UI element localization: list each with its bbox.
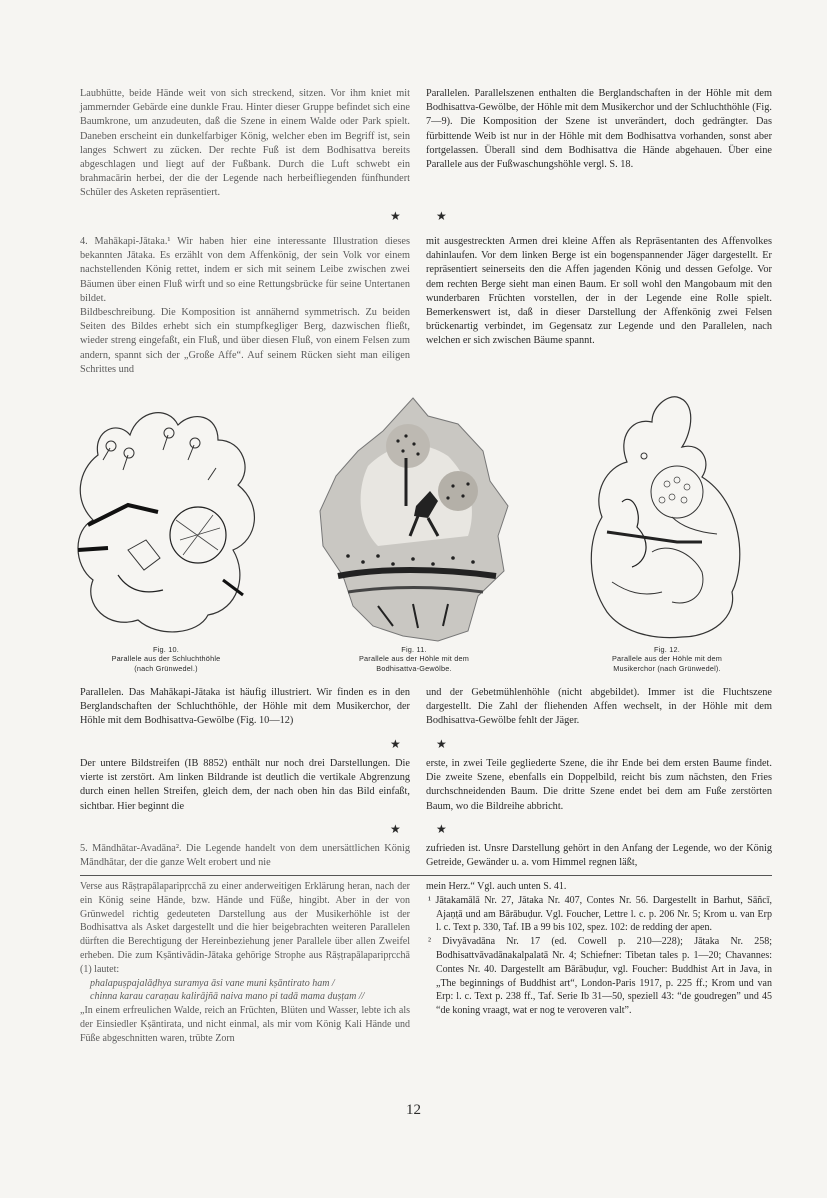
- figure-label: Fig. 11.: [401, 645, 427, 654]
- verse-line: phalapuṣpajalāḍhya suramya āsi vane muni kṣāntirato ham /: [90, 977, 335, 989]
- text-column-right-5: [426, 842, 772, 870]
- footnote-column-right: [426, 880, 772, 1018]
- text-column-left-2: [80, 235, 410, 377]
- paragraph: 5. Māndhātar-Avadāna². Die Legende handelt von dem unersättlichen König Māndhātar, der die ganze Welt erobert und nie: [80, 843, 410, 869]
- footnote-text: „In einem erfreulichen Walde, reich an Früchten, Blüten und Wasser, lebte ich als der Einsiedler Kṣāntirata, und nicht einmal, als mir vom König Kali Hände und Füße abgeschnitten waren, trübte Zorn: [80, 1005, 410, 1044]
- text-column-left-1: [80, 87, 410, 201]
- figure-11-caption: [318, 645, 510, 673]
- footnote-rule: [80, 875, 772, 876]
- section-divider-star: ★: [436, 822, 447, 836]
- paragraph: zufrieden ist. Unsre Darstellung gehört in den Anfang der Legende, wo der König Getreide, Gewänder u. a. vom Himmel regnen läßt,: [426, 843, 772, 869]
- paragraph: und der Gebetmühlenhöhle (nicht abgebildet). Immer ist die Fluchtszene dargestellt. Die Zahl der fliehenden Affen wechselt, in der Höhle mit dem Bodhisattva-Gewölbe fehlt der Jäger.: [426, 687, 772, 727]
- paragraph: Parallelen. Das Mahākapi-Jātaka ist häufig illustriert. Wir finden es in den Berglandschaften der Schluchthöhle, der Höhle mit dem Musikerchor, der Höhle mit dem Bodhisattva-Gewölbe (Fig. 10—12): [80, 687, 410, 727]
- paragraph: mit ausgestreckten Armen drei kleine Affen als Repräsentanten des Affenvolkes dahinlaufen. Vor dem linken Berge ist ein bogenspannender Jäger dargestellt. Er repräsentiert seinerseits den die Affen jagenden König und dessen Gefolge. Vor dem rechten Berge sieht man einen Baum. Er soll wohl den Mangobaum mit den wunderbaren Früchten vorstellen, der in der Legende eine Rolle spielt. Bemerkenswert ist, daß in dieser Darstellung der Affenkönig zwei Felsen brückenartig verbindet, im Gegensatz zur Legende und den Parallelen, nach welchen er sich zwischen Bäume spannt.: [426, 236, 772, 347]
- figure-12-caption: [572, 645, 762, 673]
- section-divider-star: ★: [390, 822, 401, 836]
- figure-label: Fig. 12.: [654, 645, 680, 654]
- page-number: 12: [406, 1102, 421, 1118]
- paragraph: Laubhütte, beide Hände weit von sich streckend, sitzen. Vor ihm kniet mit jammernder Gebärde eine dunkle Frau. Hinter dieser Gruppe befindet sich eine Baumkrone, um anzudeuten, daß die Szene in einem Walde oder Park spielt. Daneben erscheint ein dunkelfarbiger König, welcher eben im Begriff ist, sein langes Schwert zu zücken. Der rechte Fuß ist dem Bodhisattva bereits abgeschlagen und liegt auf der Fußbank. Durch die Luft schwebt ein brahmacārin herbei, der die der Legende nach herbeifliegenden fünfhundert Schüler des Asketen repräsentiert.: [80, 88, 410, 199]
- verse-line: chinna karau caraṇau kalirājñā naiva mano pi tadā mama duṣṭam //: [90, 991, 365, 1003]
- footnote-text: mein Herz.“ Vgl. auch unten S. 41.: [426, 881, 567, 892]
- figure-10-caption: [68, 645, 264, 673]
- footnote-2: ² Divyāvadāna Nr. 17 (ed. Cowell p. 210—228); Jātaka Nr. 258; Bodhisattvāvadānakalpalatā Nr. 4; Schiefner: Tibetan tales p. 1—20; Chavannes: Contes Nr. 40. Dargestellt am Bārābuḍur, vgl. Foucher: Buddhist Art in Java, in „The beginnings of Buddhist art“, London-Paris 1917, p. 225 ff.; Krom und van Erp: l. c. Text p. 238 ff., Taf. Serie Ib 31—50, speziell 43: “de goudregen” und 45 “de koning vraagt, wat er nog te veroveren valt”.: [428, 936, 772, 1017]
- figure-caption-text: Parallele aus der Schluchthöhle (nach Grünwedel.): [111, 654, 221, 673]
- figure-11-photo: [318, 396, 510, 644]
- paragraph: erste, in zwei Teile gegliederte Szene, die ihr Ende bei dem ersten Baume findet. Die zweite Szene, ebenfalls ein Doppelbild, reicht bis zum nächsten, den Fries durchschneidenden Baum. Die dritte Szene endet bei dem am Fuße zerstörten Baum, wo die Bildreihe abbricht.: [426, 758, 772, 812]
- text-column-right-4: [426, 757, 772, 814]
- figure-10-drawing: [68, 400, 264, 640]
- text-column-right-2: [426, 235, 772, 349]
- paragraph: Der untere Bildstreifen (IB 8852) enthält nur noch drei Darstellungen. Die vierte ist zerstört. Am linken Bildrande ist deutlich die vertikale Abgrenzung durch einen hellen Streifen, gleich dem, der nach oben hin das Bild einfaßt, sichtbar. Hier beginnt die: [80, 758, 410, 812]
- section-divider-star: ★: [436, 209, 447, 223]
- text-column-left-5: [80, 842, 410, 870]
- footnote-text: Verse aus Rāṣṭrapālaparipṛcchā zu einer anderweitigen Erklärung heran, nach der ein König seine Hände, bzw. Hände und Füße, hingibt. Aber in der von Grünwedel richtig gedeuteten Darstellung aus der Musikerhöhle ist der Bodhisattva als Asket dargestellt und die hier beigebrachten weiteren Parallelen dürften die Berechtigung der Hereinbeziehung jener Parallele über allen Zweifel erheben. Die zum Kṣāntivādin-Jātaka gehörige Strophe aus Rāṣṭrapālaparipṛcchā (1) lautet:: [80, 881, 410, 975]
- section-divider-star: ★: [390, 737, 401, 751]
- figure-caption-text: Parallele aus der Höhle mit dem Musikerchor (nach Grünwedel).: [611, 654, 723, 673]
- text-column-right-1: [426, 87, 772, 172]
- paragraph: Bildbeschreibung. Die Komposition ist annähernd symmetrisch. Zu beiden Seiten des Bildes erhebt sich ein stumpfkegliger Berg, dazwischen fließt, wieder streng eingefaßt, ein Fluß, und über diesen Fluß, von einem Felsen zum andern, spannt sich der „Große Affe“. Auf seinem Rücken sieht man eiligen Schrittes und: [80, 307, 410, 375]
- section-divider-star: ★: [390, 209, 401, 223]
- footnote-column-left: [80, 880, 410, 1046]
- text-column-left-3: [80, 686, 410, 729]
- paragraph: Parallelen. Parallelszenen enthalten die Berglandschaften in der Höhle mit dem Bodhisattva-Gewölbe, der Höhle mit dem Musikerchor und der Schluchthöhle (Fig. 7—9). Die Komposition der Szene ist unverändert, doch gedrängter. Das fürbittende Weib ist nur in der Höhle mit dem Bodhisattva vorhanden, sonst aber fortgelassen. Überall sind dem Bodhisattva die Hände abgehauen. Über eine Parallele aus der Fußwaschungshöhle vergl. S. 18.: [426, 88, 772, 171]
- figure-label: Fig. 10.: [153, 645, 179, 654]
- figure-caption-text: Parallele aus der Höhle mit dem Bodhisattva-Gewölbe.: [358, 654, 470, 673]
- footnote-1: ¹ Jātakamālā Nr. 27, Jātaka Nr. 407, Contes Nr. 56. Dargestellt in Barhut, Sāñcī, Ajaṇṭā und am Bārābuḍur. Vgl. Foucher, Lettre l. c. p. 206 Nr. 5; Krom u. van Erp l. c. Text p. 330, Taf. IB a 99 bis 102, spez. 102: de redding der apen.: [428, 894, 772, 934]
- figure-12-drawing: [582, 392, 752, 642]
- text-column-right-3: [426, 686, 772, 729]
- section-divider-star: ★: [436, 737, 447, 751]
- paragraph: 4. Mahākapi-Jātaka.¹ Wir haben hier eine interessante Illustration dieses bekannten Jātaka. Es erzählt von dem Affenkönig, der sein Volk vor einem nachstellenden König rettet, indem er sich mit seinem Leibe zwischen zwei Bäumen über einen Fluß wirft und so eine Rettungsbrücke für seine Untertanen bildet.: [80, 236, 410, 304]
- text-column-left-4: [80, 757, 410, 814]
